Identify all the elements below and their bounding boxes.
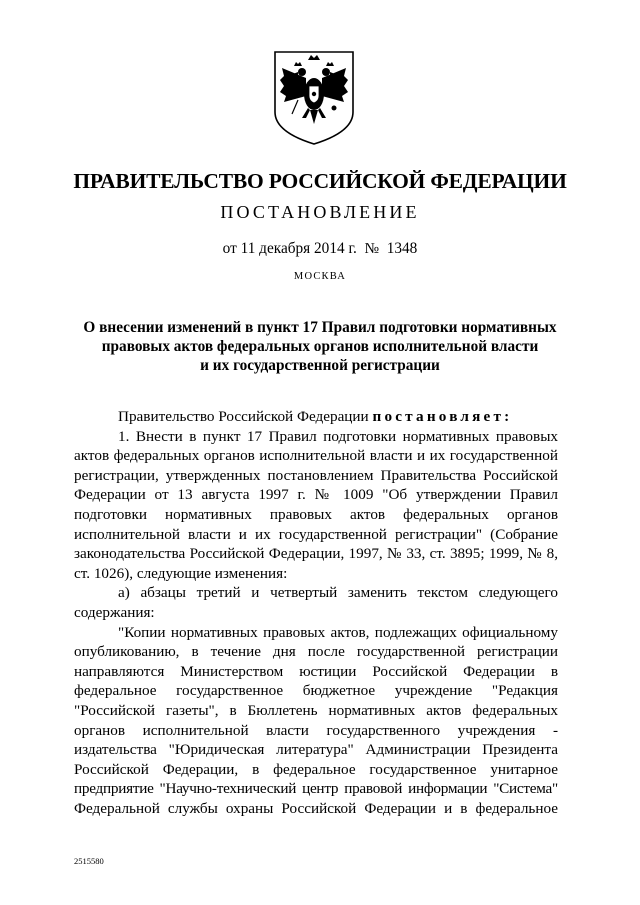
body-line: актов федеральных органов исполнительной власти и их государственной bbox=[74, 447, 558, 465]
body-line: направляются Министерством юстиции Российской Федерации в bbox=[74, 662, 558, 680]
body-line: 1. Внести в пункт 17 Правил подготовки нормативных правовых bbox=[118, 427, 558, 445]
document-number: 2515580 bbox=[74, 856, 104, 866]
body-line: а) абзацы третий и четвертый заменить текстом следующего bbox=[118, 584, 558, 602]
document-body bbox=[74, 407, 558, 818]
body-line: Федерации от 13 августа 1997 г. № 1009 "Об утверждении Правил bbox=[74, 486, 558, 504]
city-name: МОСКВА bbox=[293, 271, 347, 282]
preamble-verb: постановляет: bbox=[372, 408, 513, 425]
date-and-number: от 11 декабря 2014 г. № 1348 bbox=[222, 240, 418, 257]
body-line: подготовки нормативных правовых актов федеральных органов bbox=[74, 505, 558, 523]
body-line: исполнительной власти и их государственной регистрации" (Собрание bbox=[74, 525, 558, 543]
body-line: ст. 1026), следующие изменения: bbox=[74, 564, 288, 582]
body-line: органов исполнительной власти государственного учреждения - bbox=[74, 721, 558, 739]
body-line: федеральное государственное бюджетное учреждение "Редакция bbox=[74, 682, 558, 700]
double-headed-eagle-icon bbox=[272, 50, 356, 146]
body-line: опубликованию, в течение дня после государственной регистрации bbox=[74, 643, 558, 661]
body-line: содержания: bbox=[74, 603, 155, 621]
title-line: правовых актов федеральных органов исполнительной власти bbox=[101, 338, 539, 355]
document-title bbox=[0, 318, 640, 375]
body-line: регистрации, утвержденных постановлением Правительства Российской bbox=[74, 466, 558, 484]
coat-of-arms-emblem bbox=[272, 50, 356, 146]
preamble bbox=[74, 407, 558, 427]
body-line: "Копии нормативных правовых актов, подлежащих официальному bbox=[118, 623, 558, 641]
government-name: ПРАВИТЕЛЬСТВО РОССИЙСКОЙ ФЕДЕРАЦИИ bbox=[73, 169, 567, 193]
document-type: ПОСТАНОВЛЕНИЕ bbox=[220, 202, 420, 222]
body-line: "Российской газеты", в Бюллетень нормативных актов федеральных bbox=[74, 701, 558, 719]
body-line: Российской Федерации, в федеральное государственное унитарное bbox=[74, 760, 558, 778]
body-line: законодательства Российской Федерации, 1997, № 33, ст. 3895; 1999, № 8, bbox=[74, 545, 558, 563]
title-line: и их государственной регистрации bbox=[200, 357, 440, 374]
body-line: предприятие "Научно-технический центр правовой информации "Система" bbox=[74, 780, 558, 798]
body-line: издательства "Юридическая литература" Администрации Президента bbox=[74, 741, 558, 759]
preamble-subject: Правительство Российской Федерации bbox=[118, 408, 373, 425]
title-line: О внесении изменений в пункт 17 Правил подготовки нормативных bbox=[83, 319, 557, 336]
body-line: Федеральной службы охраны Российской Федерации и в федеральное bbox=[74, 799, 558, 817]
